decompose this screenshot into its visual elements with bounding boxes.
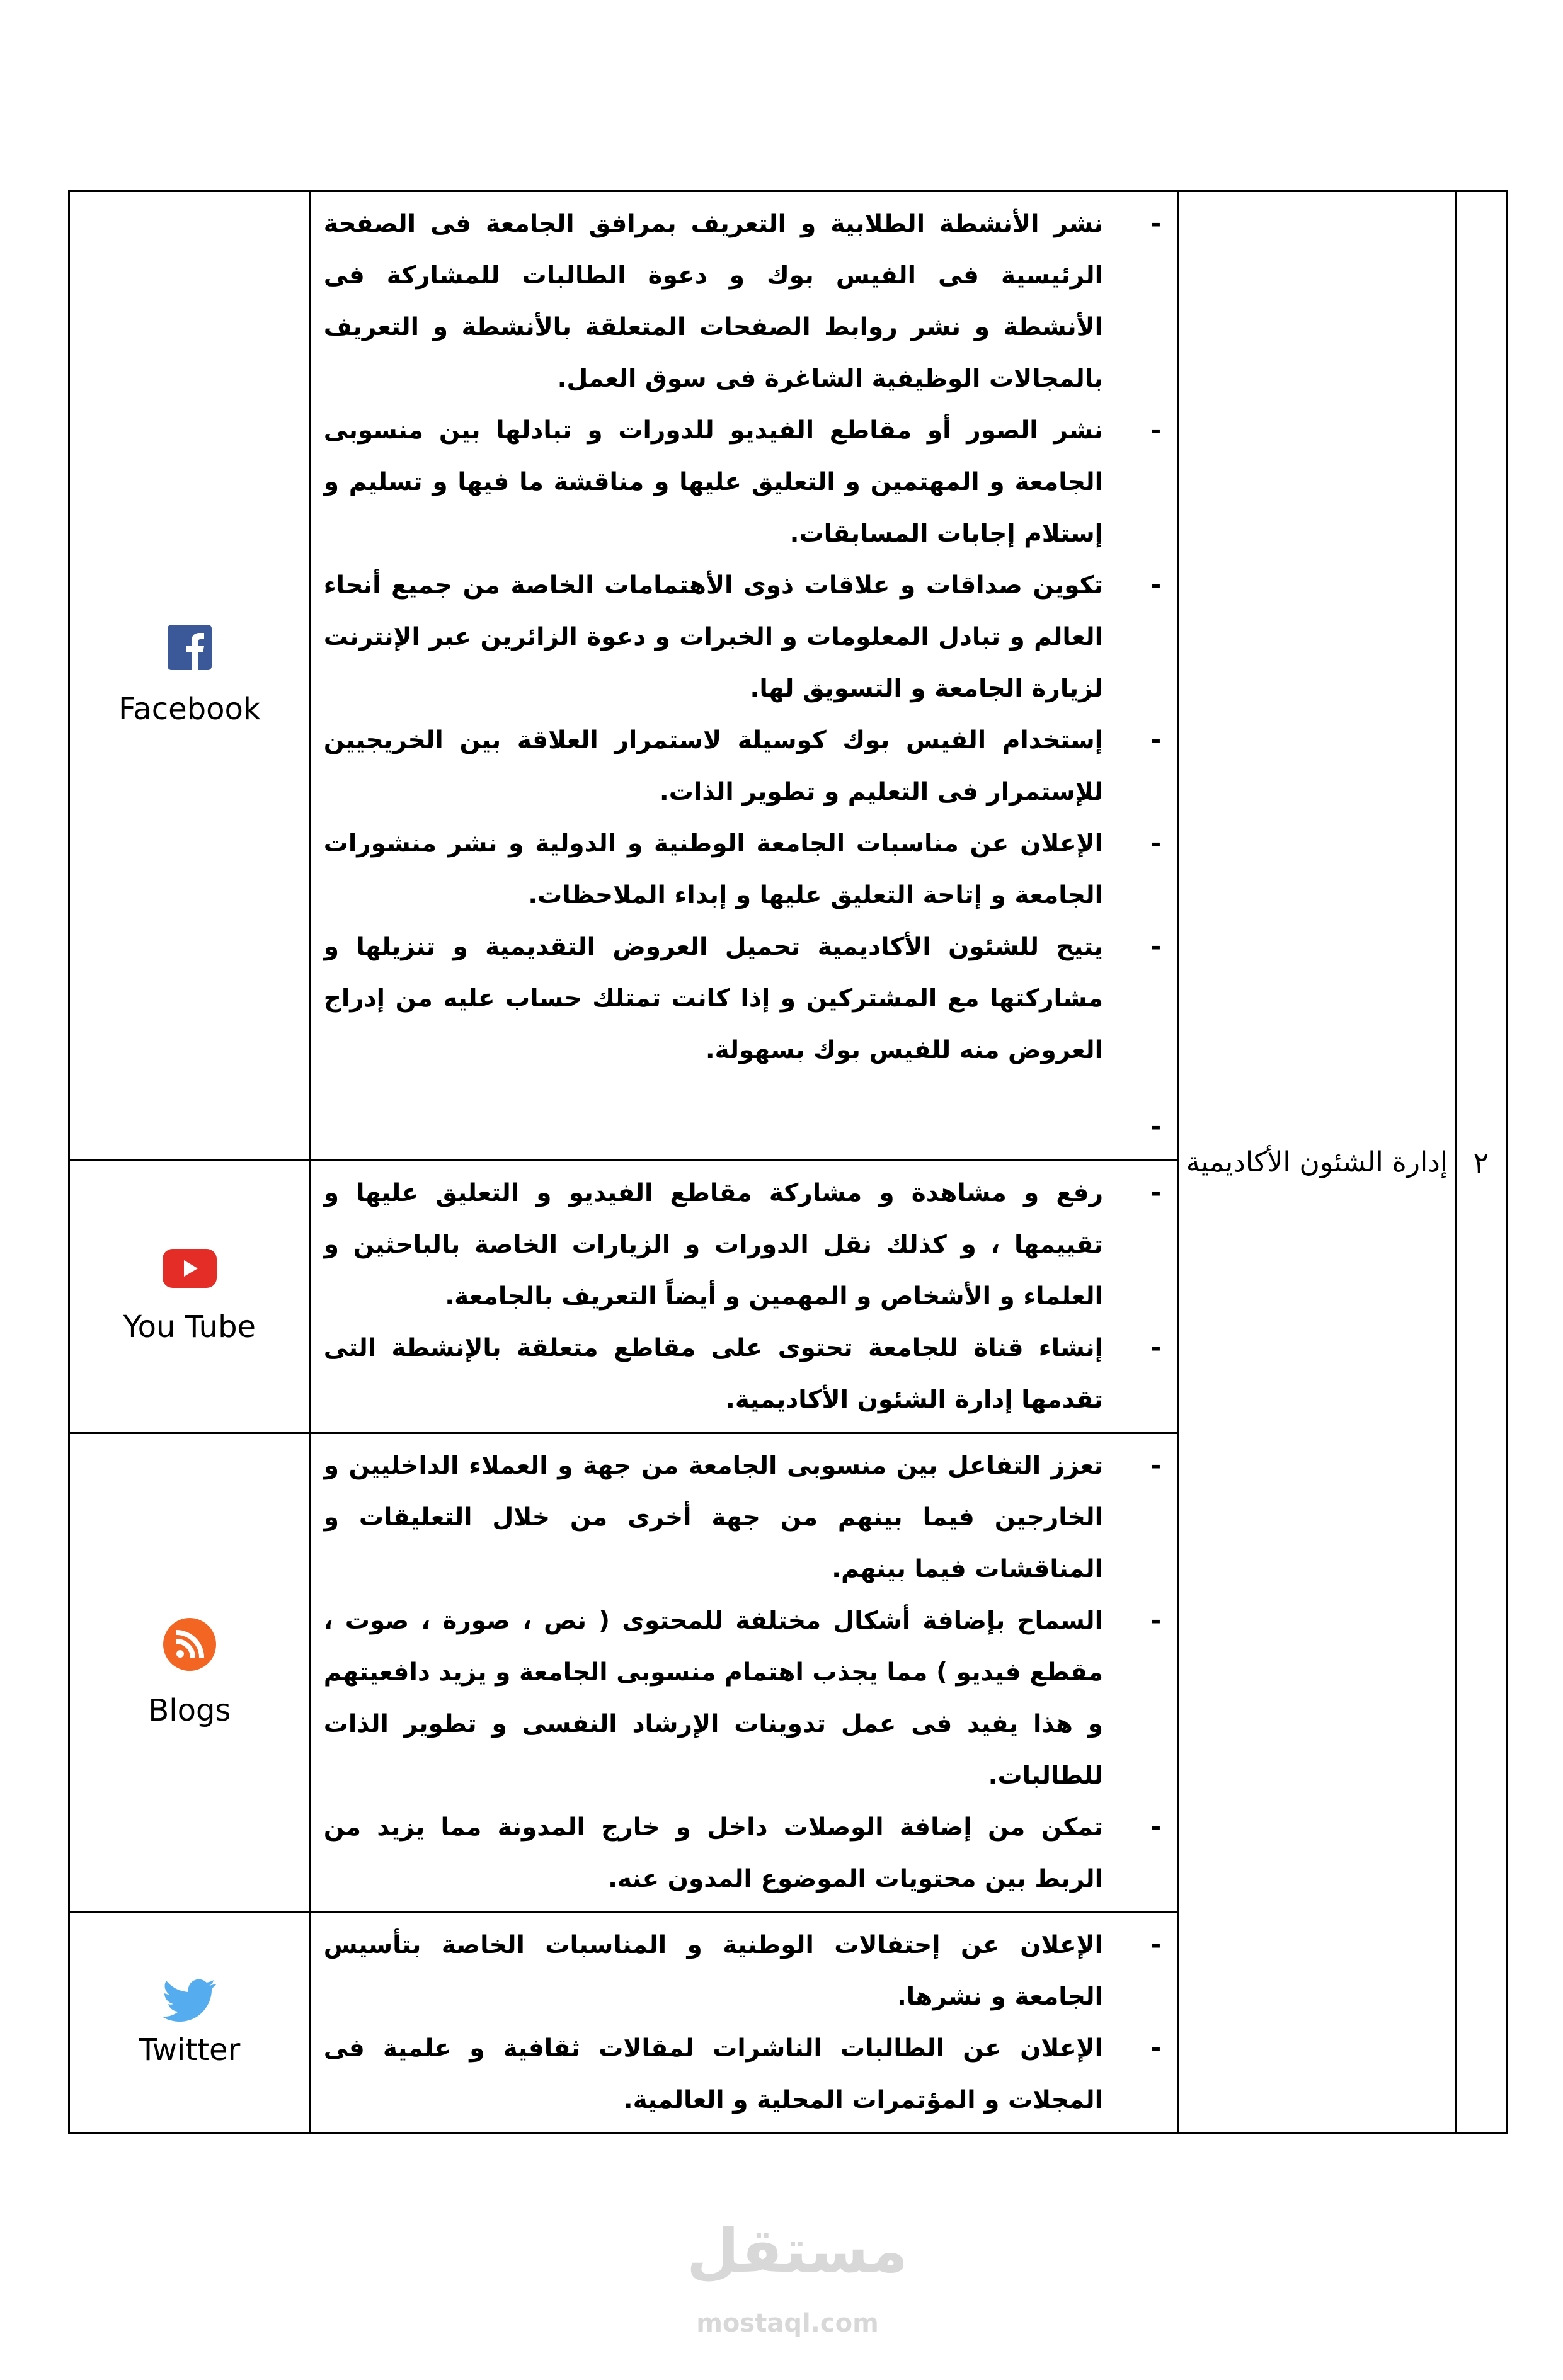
platform-name: You Tube [123, 1309, 256, 1345]
watermark-logo [687, 2204, 908, 2342]
list-item: - الإعلان عن مناسبات الجامعة الوطنية و الدولية و نشر منشورات الجامعة و إتاحة التعليق عليها و إبداء الملاحظات. [324, 818, 1166, 921]
list-item: - الإعلان عن إحتفالات الوطنية و المناسبات الخاصة بتأسيس الجامعة و نشرها. [324, 1920, 1166, 2023]
list-item: - تعزز التفاعل بين منسوبى الجامعة من جهة و العملاء الداخليين و الخارجين فيما بينهم من جهة أخرى من خلال التعليقات و المناقشات فيما بينهم. [324, 1440, 1166, 1595]
list-item-empty [324, 1102, 1166, 1153]
list-item: - تمكن من إضافة الوصلات داخل و خارج المدونة مما يزيد من الربط بين محتويات الموضوع المدون عنه. [324, 1802, 1166, 1905]
department-cell: إدارة الشئون الأكاديمية [1179, 191, 1456, 2134]
watermark-latin: mostaql.com [696, 2309, 879, 2338]
platform-cell [69, 1913, 311, 2134]
platform-cell [69, 1433, 311, 1913]
uses-cell [310, 1913, 1178, 2134]
row-number: ٢ [1455, 191, 1506, 2134]
platform-name: Blogs [148, 1693, 231, 1728]
media-usage-table [68, 190, 1508, 2134]
platform-cell [69, 191, 311, 1161]
list-item: - إنشاء قناة للجامعة تحتوى على مقاطع متعلقة بالإنشطة التى تقدمها إدارة الشئون الأكاديمية. [324, 1323, 1166, 1426]
platform-name: Facebook [118, 692, 261, 727]
list-item: - الإعلان عن الطالبات الناشرات لمقالات ثقافية و علمية فى المجلات و المؤتمرات المحلية و العالمية. [324, 2023, 1166, 2126]
list-item: - السماح بإضافة أشكال مختلفة للمحتوى ( نص ، صورة ، صوت ، مقطع فيديو ) مما يجذب اهتمام منسوبى الجامعة و يزيد دافعيتهم و هذا يفيد فى عمل تدوينات الإرشاد النفسى و تطوير الذات للطالبات. [324, 1595, 1166, 1802]
uses-cell [310, 1433, 1178, 1913]
uses-cell [310, 191, 1178, 1161]
watermark-arabic: مستقل [687, 2216, 908, 2286]
list-item: - نشر الصور أو مقاطع الفيديو للدورات و تبادلها بين منسوبى الجامعة و المهتمين و التعليق عليها و مناقشة ما فيها و تسليم و إستلام إجابات المسابقات. [324, 405, 1166, 560]
list-item: - نشر الأنشطة الطلابية و التعريف بمرافق الجامعة فى الصفحة الرئيسية فى الفيس بوك و دعوة الطالبات للمشاركة فى الأنشطة و نشر روابط الصفحات المتعلقة بالأنشطة و التعريف بالمجالات الوظيفية الشاغرة فى سوق العمل. [324, 198, 1166, 405]
table-row [69, 191, 1507, 1161]
youtube-icon [163, 1249, 217, 1290]
platform-name: Twitter [139, 2032, 241, 2068]
platform-cell [69, 1161, 311, 1433]
list-item: - تكوين صداقات و علاقات ذوى الأهتمامات الخاصة من جميع أنحاء العالم و تبادل المعلومات و الخبرات و دعوة الزائرين عبر الإنترنت لزيارة الجامعة و التسويق لها. [324, 560, 1166, 715]
facebook-icon [168, 625, 212, 673]
list-item: - إستخدام الفيس بوك كوسيلة لاستمرار العلاقة بين الخريجيين للإستمرار فى التعليم و تطوير الذات. [324, 715, 1166, 818]
twitter-icon [163, 1978, 217, 2026]
list-item: - رفع و مشاهدة و مشاركة مقاطع الفيديو و التعليق عليها و تقييمها ، و كذلك نقل الدورات و الزيارات الخاصة بالباحثين و العلماء و الأشخاص و المهمين و أيضاً التعريف بالجامعة. [324, 1168, 1166, 1323]
rss-icon [163, 1617, 217, 1674]
uses-cell [310, 1161, 1178, 1433]
list-item: - يتيح للشئون الأكاديمية تحميل العروض التقديمية و تنزيلها و مشاركتها مع المشتركين و إذا كانت تمتلك حساب عليه من إدراج العروض منه للفيس بوك بسهولة. [324, 921, 1166, 1076]
